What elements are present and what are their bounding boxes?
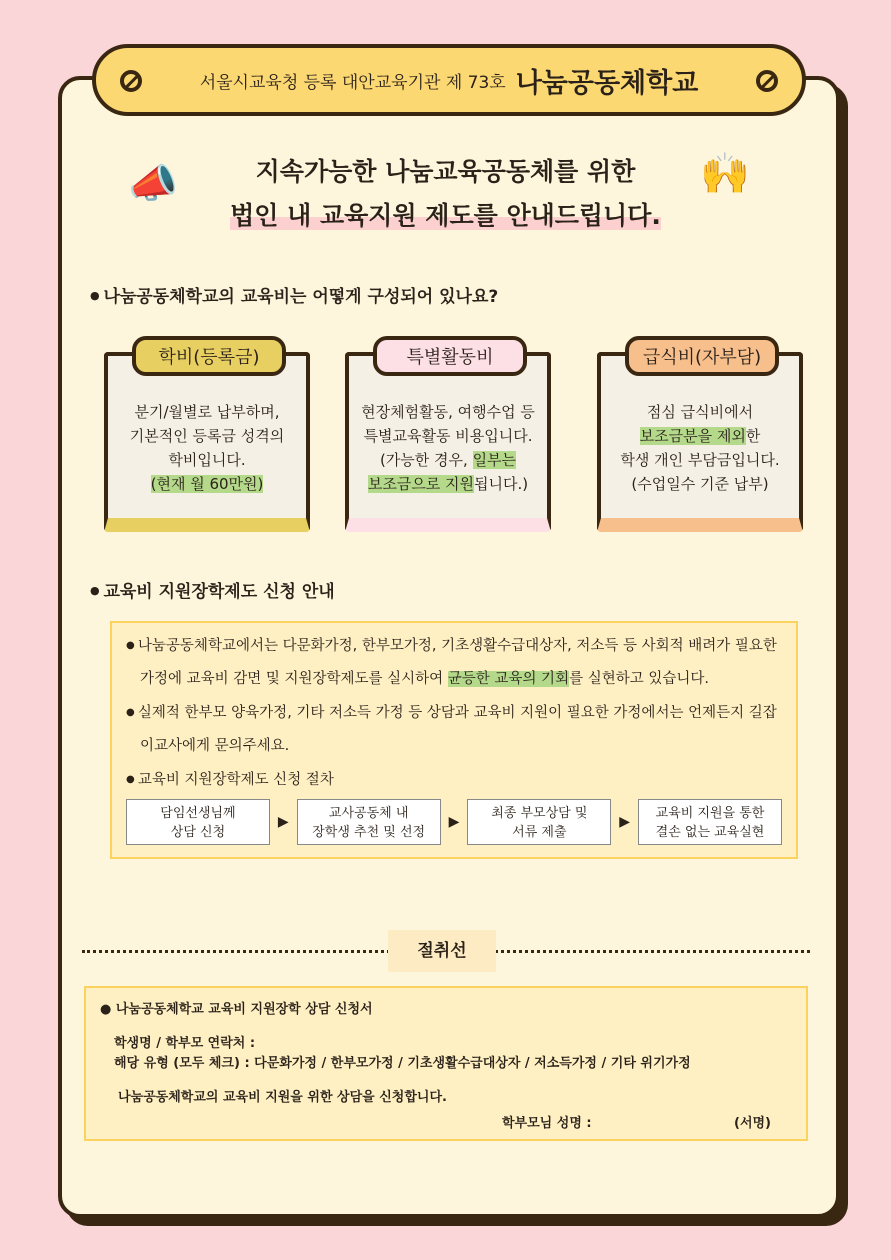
- arrow-right-icon: ▶: [619, 813, 631, 830]
- step-text: 교육비 지원을 통한: [655, 806, 765, 821]
- info-text: 교육비 지원장학제도 신청 절차: [137, 772, 334, 788]
- card-text: 점심 급식비에서: [646, 403, 754, 421]
- card-tag: 특별활동비: [373, 336, 527, 376]
- info-text: 실제적 한부모 양육가정, 기타 저소득 가정 등 상담과 교육비 지원이 필요한 가정에서는 언제든지 길잡이교사에게 문의주세요.: [137, 705, 777, 754]
- form-signature-label: 학부모님 성명 :: [502, 1116, 592, 1131]
- title-line2: 법인 내 교육지원 제도를 안내드립니다.: [230, 201, 661, 230]
- step-text: 결손 없는 교육실현: [655, 825, 765, 840]
- section-heading: ● 교육비 지원장학제도 신청 안내: [90, 577, 335, 602]
- info-item: [126, 629, 782, 696]
- arrow-right-icon: ▶: [448, 813, 460, 830]
- info-item: [126, 763, 782, 797]
- prohibited-icon: [756, 70, 778, 92]
- card-tuition: [104, 347, 310, 532]
- step-text: 최종 부모상담 및: [491, 806, 588, 821]
- page-title: [0, 150, 891, 238]
- form-signature-mark: (서명): [734, 1116, 771, 1131]
- step-text: 서류 제출: [512, 825, 567, 840]
- card-text: 학비입니다.: [168, 451, 246, 469]
- procedure-steps: [126, 799, 782, 845]
- card-highlight: 보조금분을 제외: [639, 427, 746, 445]
- info-text: 나눔공동체학교에서는 다문화가정, 한부모가정, 기초생활수급대상자, 저소득 등 사회적 배려가 필요한 가정에 교육비 감면 및 지원장학제도를 실시하여: [137, 638, 777, 687]
- card-text: (수업일수 기준 납부): [631, 475, 769, 493]
- section-heading: ● 나눔공동체학교의 교육비는 어떻게 구성되어 있나요?: [90, 282, 498, 307]
- cut-line-label: 절취선: [388, 930, 496, 972]
- step-text: 장학생 추천 및 선정: [312, 825, 426, 840]
- info-item: [126, 696, 782, 763]
- card-highlight: (현재 월 60만원): [150, 475, 264, 493]
- step-box: [467, 799, 611, 845]
- card-tag: 학비(등록금): [132, 336, 286, 376]
- title-line1: 지속가능한 나눔교육공동체를 위한: [255, 157, 636, 186]
- card-text: 됩니다.): [474, 475, 529, 493]
- clapping-hands-icon: 🙌: [700, 151, 750, 197]
- step-box: [638, 799, 782, 845]
- form-title: ● 나눔공동체학교 교육비 지원장학 상담 신청서: [100, 1002, 373, 1017]
- card-activities: [345, 347, 551, 532]
- arrow-right-icon: ▶: [277, 813, 289, 830]
- info-text: 를 실현하고 있습니다.: [569, 671, 709, 687]
- school-name: 나눔공동체학교: [515, 67, 699, 99]
- step-box: [297, 799, 441, 845]
- info-highlight: 균등한 교육의 기회: [447, 671, 570, 687]
- card-text: 한: [745, 427, 761, 445]
- card-highlight: 일부는: [472, 451, 517, 469]
- card-text: 분기/월별로 납부하며,: [134, 403, 280, 421]
- card-tag: 급식비(자부담): [625, 336, 779, 376]
- form-field-type: 해당 유형 (모두 체크) : 다문화가정 / 한부모가정 / 기초생활수급대상자 / 저소득가정 / 기타 위기가정: [114, 1056, 691, 1071]
- step-text: 담임선생님께: [160, 806, 236, 821]
- form-field-contact: 학생명 / 학부모 연락처 :: [114, 1036, 256, 1051]
- application-form: [84, 986, 808, 1141]
- step-text: 교사공동체 내: [328, 806, 409, 821]
- step-text: 상담 신청: [170, 825, 226, 840]
- card-text: 학생 개인 부담금입니다.: [620, 451, 780, 469]
- header-subtitle: 서울시교육청 등록 대안교육기관 제 73호: [199, 72, 506, 93]
- step-box: [126, 799, 270, 845]
- card-text: 기본적인 등록금 성격의: [129, 427, 285, 445]
- prohibited-icon: [120, 70, 142, 92]
- card-highlight: 보조금으로 지원: [367, 475, 475, 493]
- form-title-text: 나눔공동체학교 교육비 지원장학 상담 신청서: [115, 1002, 373, 1017]
- card-text: 현장체험활동, 여행수업 등: [361, 403, 535, 421]
- card-text: (가능한 경우,: [379, 451, 473, 469]
- megaphone-icon: 📣: [128, 161, 178, 207]
- header-banner: [92, 44, 806, 116]
- info-box: [110, 621, 798, 859]
- card-text: 특별교육활동 비용입니다.: [363, 427, 533, 445]
- form-statement: 나눔공동체학교의 교육비 지원을 위한 상담을 신청합니다.: [118, 1090, 447, 1105]
- card-meals: [597, 347, 803, 532]
